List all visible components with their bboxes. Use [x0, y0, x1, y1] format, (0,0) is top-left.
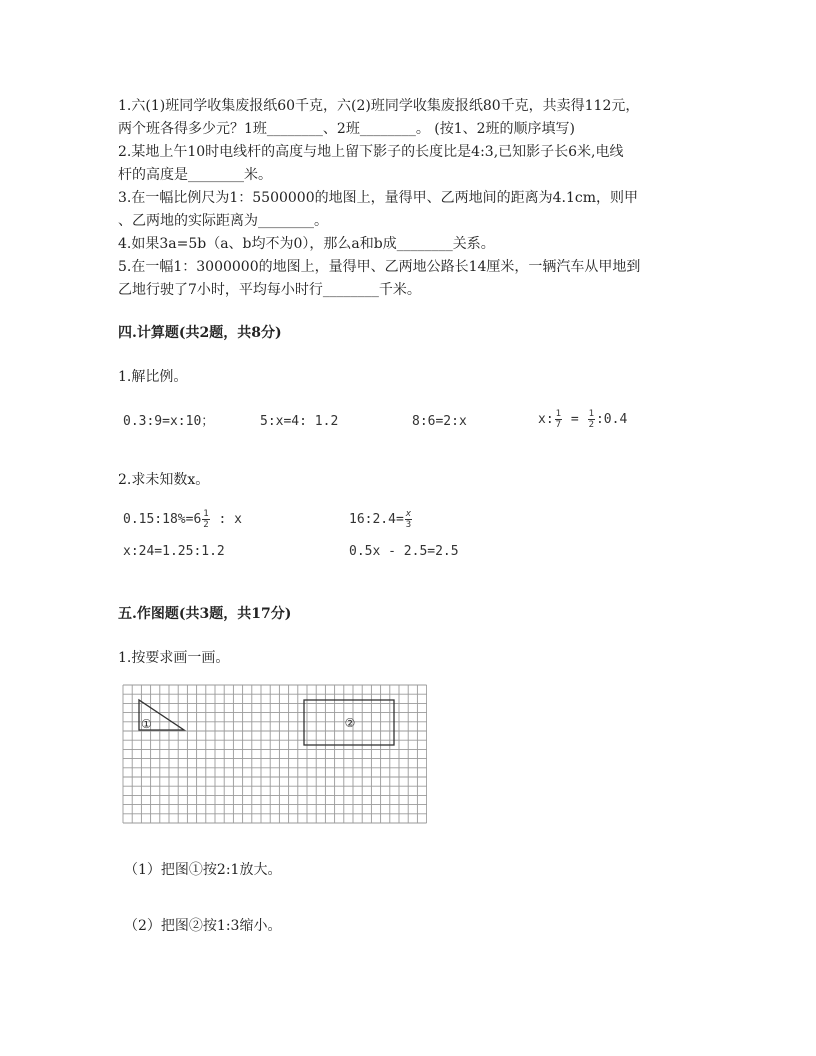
- q1-line1: 1.六(1)班同学收集废报纸60千克，六(2)班同学收集废报纸80千克，共卖得112元，: [118, 98, 640, 114]
- drawing-task-2: （2）把图②按1:3缩小。: [124, 918, 282, 934]
- proportion-1: 0.3:9=x:10；: [123, 414, 215, 429]
- proportion-4-part-b: :0.4: [595, 412, 628, 427]
- proportion-4: [538, 409, 627, 430]
- q5-line2: 乙地行驶了7小时，平均每小时行________千米。: [118, 282, 421, 298]
- grid-lines: [123, 685, 427, 823]
- section4-q1-title: 1.解比例。: [118, 369, 188, 385]
- equation-3: x:24=1.25:1.2: [123, 544, 225, 559]
- fraction-one-half: $\frac{1}{2}$: [203, 509, 209, 530]
- shape-1-label: ①: [141, 717, 152, 731]
- section4-q2-title: 2.求未知数x。: [118, 472, 210, 488]
- q5-line1: 5.在一幅1：3000000的地图上，量得甲、乙两地公路长14厘米，一辆汽车从甲地到: [118, 259, 641, 275]
- shape-2-label: ②: [344, 716, 356, 730]
- fraction-x-over-3: $\frac{x}{3}$: [405, 509, 412, 530]
- q4-line1: 4.如果3a=5b（a、b均不为0），那么a和b成________关系。: [118, 236, 495, 252]
- equation-4: 0.5x - 2.5=2.5: [349, 544, 459, 559]
- q2-line2: 杆的高度是________米。: [118, 167, 272, 183]
- grid-figure: [121, 683, 427, 824]
- drawing-task-1: （1）把图①按2:1放大。: [124, 862, 282, 878]
- equals-sign: =: [563, 412, 587, 427]
- fraction-one-seventh: $\frac{1}{7}$: [555, 409, 562, 430]
- section5-heading: 五.作图题(共3题，共17分): [118, 606, 292, 622]
- fraction-one-half: $\frac{1}{2}$: [588, 409, 594, 430]
- q3-line2: 、乙两地的实际距离为________。: [118, 213, 328, 229]
- equation-1: 0.15:18%=6 $\frac{1}{2}$ : x: [123, 509, 243, 530]
- section5-q1-title: 1.按要求画一画。: [118, 650, 230, 666]
- q2-line1: 2.某地上午10时电线杆的高度与地上留下影子的长度比是4:3,已知影子长6米,电线: [118, 144, 624, 160]
- proportion-4-part-a: x:: [538, 412, 554, 427]
- proportion-3: 8:6=2:x: [412, 414, 467, 429]
- equation-2: 16:2.4= $\frac{x}{3}$: [349, 509, 412, 530]
- proportion-2: 5:x=4: 1.2: [260, 414, 339, 429]
- section4-heading: 四.计算题(共2题，共8分): [118, 325, 282, 341]
- q1-line2: 两个班各得多少元？1班________、2班________。 (按1、2班的顺序填写): [118, 121, 576, 137]
- q3-line1: 3.在一幅比例尺为1：5500000的地图上，量得甲、乙两地间的距离为4.1cm，则甲: [118, 190, 638, 206]
